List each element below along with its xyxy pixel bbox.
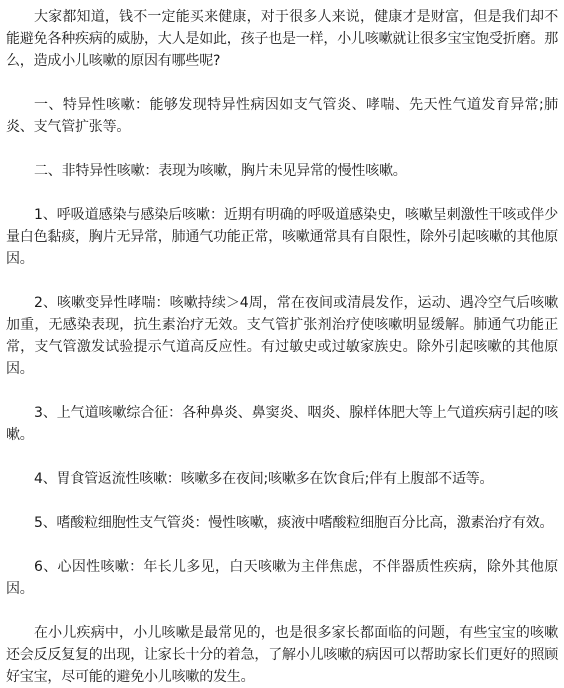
intro-paragraph: 大家都知道，钱不一定能买来健康，对于很多人来说，健康才是财富，但是我们却不能避免各种疾病的威胁，大人是如此，孩子也是一样，小儿咳嗽就让很多宝宝饱受折磨。那么，造成小儿咳嗽的原因有哪些呢? [6,9,558,69]
cause-2-paragraph: 2、咳嗽变异性哮喘：咳嗽持续＞4周，常在夜间或清晨发作，运动、遇冷空气后咳嗽加重，无感染表现，抗生素治疗无效。支气管扩张剂治疗使咳嗽明显缓解。肺通气功能正常，支气管激发试验提示气道高反应性。有过敏史或过敏家族史。除外引起咳嗽的其他原因。 [6,295,558,377]
cause-5-paragraph: 5、嗜酸粒细胞性支气管炎：慢性咳嗽，痰液中嗜酸粒细胞百分比高，激素治疗有效。 [34,515,554,531]
cause-6-paragraph: 6、心因性咳嗽：年长儿多见，白天咳嗽为主伴焦虑，不伴器质性疾病，除外其他原因。 [6,559,558,597]
cause-3-paragraph: 3、上气道咳嗽综合征：各种鼻炎、鼻窦炎、咽炎、腺样体肥大等上气道疾病引起的咳嗽。 [6,405,558,443]
article-body [6,6,558,688]
nonspecific-cough-paragraph: 二、非特异性咳嗽：表现为咳嗽，胸片未见异常的慢性咳嗽。 [34,163,407,179]
cause-4-paragraph: 4、胃食管返流性咳嗽：咳嗽多在夜间;咳嗽多在饮食后;伴有上腹部不适等。 [34,471,494,487]
conclusion-paragraph: 在小儿疾病中，小儿咳嗽是最常见的，也是很多家长都面临的问题，有些宝宝的咳嗽还会反反复复的出现，让家长十分的着急，了解小儿咳嗽的病因可以帮助家长们更好的照顾好宝宝，尽可能的避免小儿咳嗽的发生。 [6,625,558,685]
cause-1-paragraph: 1、呼吸道感染与感染后咳嗽：近期有明确的呼吸道感染史，咳嗽呈刺激性干咳或伴少量白色黏痰，胸片无异常，肺通气功能正常，咳嗽通常具有自限性，除外引起咳嗽的其他原因。 [6,207,558,267]
specific-cough-paragraph: 一、特异性咳嗽：能够发现特异性病因如支气管炎、哮喘、先天性气道发育异常;肺炎、支气管扩张等。 [6,97,558,135]
